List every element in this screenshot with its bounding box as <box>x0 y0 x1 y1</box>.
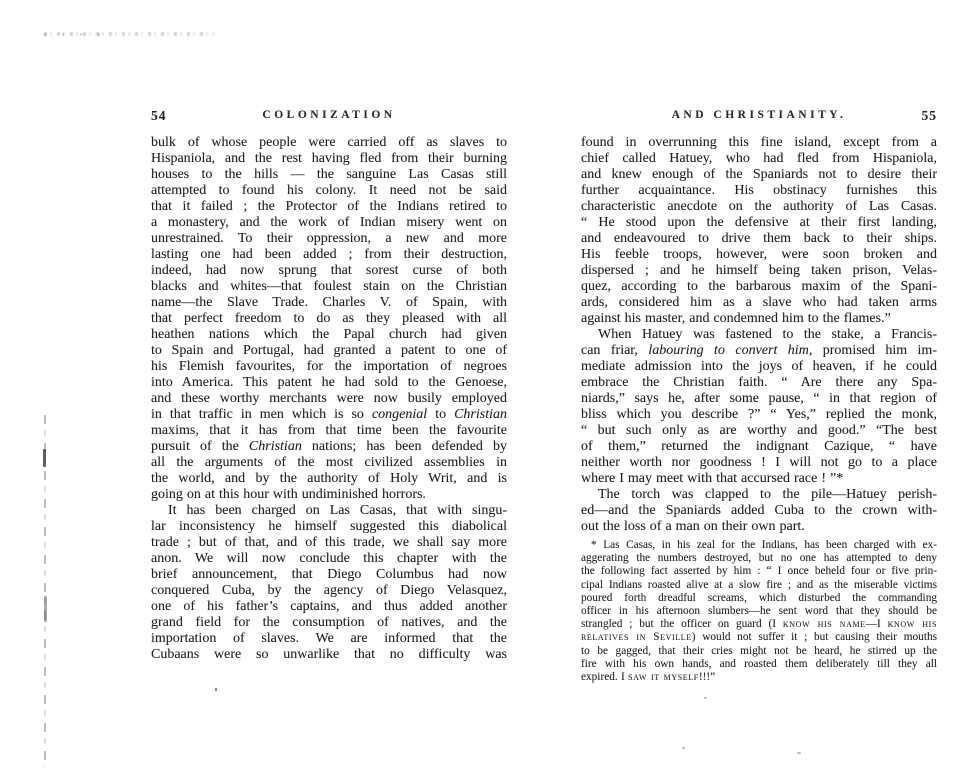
right-page-header <box>581 108 937 123</box>
text-line: a monastery, and the work of Indian misery went on <box>151 215 507 230</box>
text-line: His feeble troops, however, were soon broken and <box>581 247 937 262</box>
text-line: characteristic anecdote on the authority of Las Casas. <box>581 199 937 214</box>
text-line: relatives in Seville) would not suffer it ; but causing their mouths <box>581 631 937 644</box>
text-line: neither worth nor goodness ! I will not go to a place <box>581 455 937 470</box>
text-line: into America. This patent he had sold to the Genoese, <box>151 375 507 390</box>
text-line: quez, according to the barbarous maxim of the Spani- <box>581 279 937 294</box>
scan-artifact-speck <box>704 697 707 699</box>
text-line: brief announcement, that Diego Columbus had now <box>151 567 507 582</box>
text-line: houses to the hills — the sanguine Las Casas still <box>151 167 507 182</box>
text-line: his Flemish favourites, for the importation of negroes <box>151 359 507 374</box>
text-line: further acquaintance. His obstinacy furnishes this <box>581 183 937 198</box>
left-page-body <box>151 135 507 663</box>
text-line: lasting one had been added ; from their destruction, <box>151 247 507 262</box>
text-line: can friar, labouring to convert him, promised him im- <box>581 343 937 358</box>
scan-artifact-speck <box>215 688 217 691</box>
text-line: officer in his afternoon slumbers—he sent word that they should be <box>581 605 937 618</box>
text-line: in that traffic in men which is so congenial to Christian <box>151 407 507 422</box>
text-line: Hispaniola, and the rest having fled from their burning <box>151 151 507 166</box>
text-line: Cubaans were so unwarlike that no difficulty was <box>151 647 507 662</box>
text-line: aggerating the numbers destroyed, but no one has attempted to deny <box>581 552 937 565</box>
left-page-header <box>151 108 507 123</box>
text-line: bulk of whose people were carried off as slaves to <box>151 135 507 150</box>
text-line: all the arguments of the most civilized assemblies in <box>151 455 507 470</box>
right-page <box>581 108 937 684</box>
text-line: * Las Casas, in his zeal for the Indians, has been charged with ex- <box>591 539 937 551</box>
small-caps-text: saw it myself <box>628 671 699 684</box>
text-line: The torch was clapped to the pile—Hatuey perish- <box>598 487 937 502</box>
text-line: ards, considered him as a slave who had taken arms <box>581 295 937 310</box>
text-line: strangled ; but the officer on guard (I know his name—I know his <box>581 618 937 631</box>
text-line: out the loss of a man on their own part. <box>581 519 805 534</box>
running-header-right: AND CHRISTIANITY. <box>671 109 847 121</box>
text-line: grand field for the consumption of natives, and the <box>151 615 507 630</box>
text-line: cipal Indians roasted alive at a slow fire ; and as the miserable victims <box>581 578 937 591</box>
text-line: of them,” returned the indignant Cazique, “ have <box>581 439 937 454</box>
text-line: found in overrunning this fine island, except from a <box>581 135 937 150</box>
text-line: indeed, had now sprung that sorest curse of both <box>151 263 507 278</box>
text-line: unrestrained. To their oppression, a new and more <box>151 231 507 246</box>
text-line: against his master, and condemned him to the flames.” <box>581 311 891 326</box>
scan-artifact-pencil-specks <box>44 33 104 36</box>
text-line: and endeavoured to drive them back to their ships. <box>581 231 937 246</box>
page-number-right: 55 <box>921 108 937 123</box>
text-line: importation of slaves. We are informed that the <box>151 631 507 646</box>
text-line: name—the Slave Trade. Charles V. of Spain, with <box>151 295 507 310</box>
text-line: mediate admission into the joys of heaven, if he could <box>581 359 937 374</box>
text-line: poured forth dreadful screams, which disturbed the commanding <box>581 591 937 604</box>
text-line: embrace the Christian faith. “ Are there any Spa- <box>581 375 937 390</box>
text-line: maxims, that it has from that time been the favourite <box>151 423 507 438</box>
text-line: the world, and by the authority of Holy Writ, and is <box>151 471 507 486</box>
text-line: lar inconsistency he himself suggested this diabolical <box>151 519 507 534</box>
scan-artifact-binding-mark <box>43 449 46 467</box>
small-caps-text: know his name <box>782 618 866 631</box>
text-line: expired. I saw it myself!!!” <box>581 671 716 684</box>
small-caps-text: know his <box>887 618 937 631</box>
text-line: When Hatuey was fastened to the stake, a Francis- <box>598 327 937 342</box>
text-line: “ but such only as are worthy and good.” “The best <box>581 423 937 438</box>
page-number-left: 54 <box>151 108 167 123</box>
text-line: anon. We will now conclude this chapter with the <box>151 551 507 566</box>
text-line: bliss which you describe ?” “ Yes,” replied the monk, <box>581 407 937 422</box>
text-line: one of his father’s captains, and thus added another <box>151 599 507 614</box>
italic-text: Christian <box>454 407 507 422</box>
text-line: “ He stood upon the defensive at their first landing, <box>581 215 937 230</box>
text-line: chief called Hatuey, who had fled from Hispaniola, <box>581 151 937 166</box>
small-caps-text: relatives in Seville <box>581 631 692 644</box>
text-line: niards,” says he, after some pause, “ in that region of <box>581 391 937 406</box>
text-line: blacks and whites—that foulest stain on the Christian <box>151 279 507 294</box>
text-line: It has been charged on Las Casas, that with singu- <box>168 503 507 518</box>
running-header-left: COLONIZATION <box>262 109 396 121</box>
text-line: trade ; but of that, and of this trade, we shall say more <box>151 535 507 550</box>
italic-text: Christian <box>248 439 302 454</box>
scan-artifact-pencil-streak <box>44 32 214 36</box>
text-line: pursuit of the Christian nations; has been defended by <box>151 439 507 454</box>
right-page-body <box>581 135 937 535</box>
text-line: the following fact asserted by him : “ I once beheld four or five prin- <box>581 565 937 578</box>
text-line: dispersed ; and he himself being taken prison, Velas- <box>581 263 937 278</box>
scan-artifact-binding-mark <box>44 596 47 622</box>
italic-text: congenial <box>371 407 428 422</box>
italic-text: labouring to convert him <box>648 343 809 358</box>
text-line: and these worthy merchants were now busily employed <box>151 391 507 406</box>
text-line: conquered Cuba, by the agency of Diego Velasquez, <box>151 583 507 598</box>
scan-artifact-binding-edge <box>44 415 46 767</box>
text-line: to Spain and Portugal, had granted a patent to one of <box>151 343 507 358</box>
text-line: going on at this hour with undiminished horrors. <box>151 487 426 502</box>
text-line: ed—and the Spaniards added Cuba to the crown with- <box>581 503 937 518</box>
text-line: to be gagged, that their cries might not be heard, he stirred up the <box>581 644 937 657</box>
text-line: that perfect freedom to do as they pleased with all <box>151 311 507 326</box>
text-line: that it failed ; the Protector of the Indians retired to <box>151 199 507 214</box>
text-line: and knew enough of the Spaniards not to desire their <box>581 167 937 182</box>
text-line: heathen nations which the Papal church had given <box>151 327 507 342</box>
text-line: fire with his own hands, and roasted them deliberately till they all <box>581 657 937 670</box>
text-line: attempted to found his colony. It need not be said <box>151 183 507 198</box>
left-page <box>151 108 507 663</box>
right-page-footnote <box>581 539 937 684</box>
text-line: where I may meet with that accursed race ! ”* <box>581 471 844 486</box>
scan-artifact-speck <box>682 747 685 749</box>
scan-artifact-speck <box>797 752 801 754</box>
